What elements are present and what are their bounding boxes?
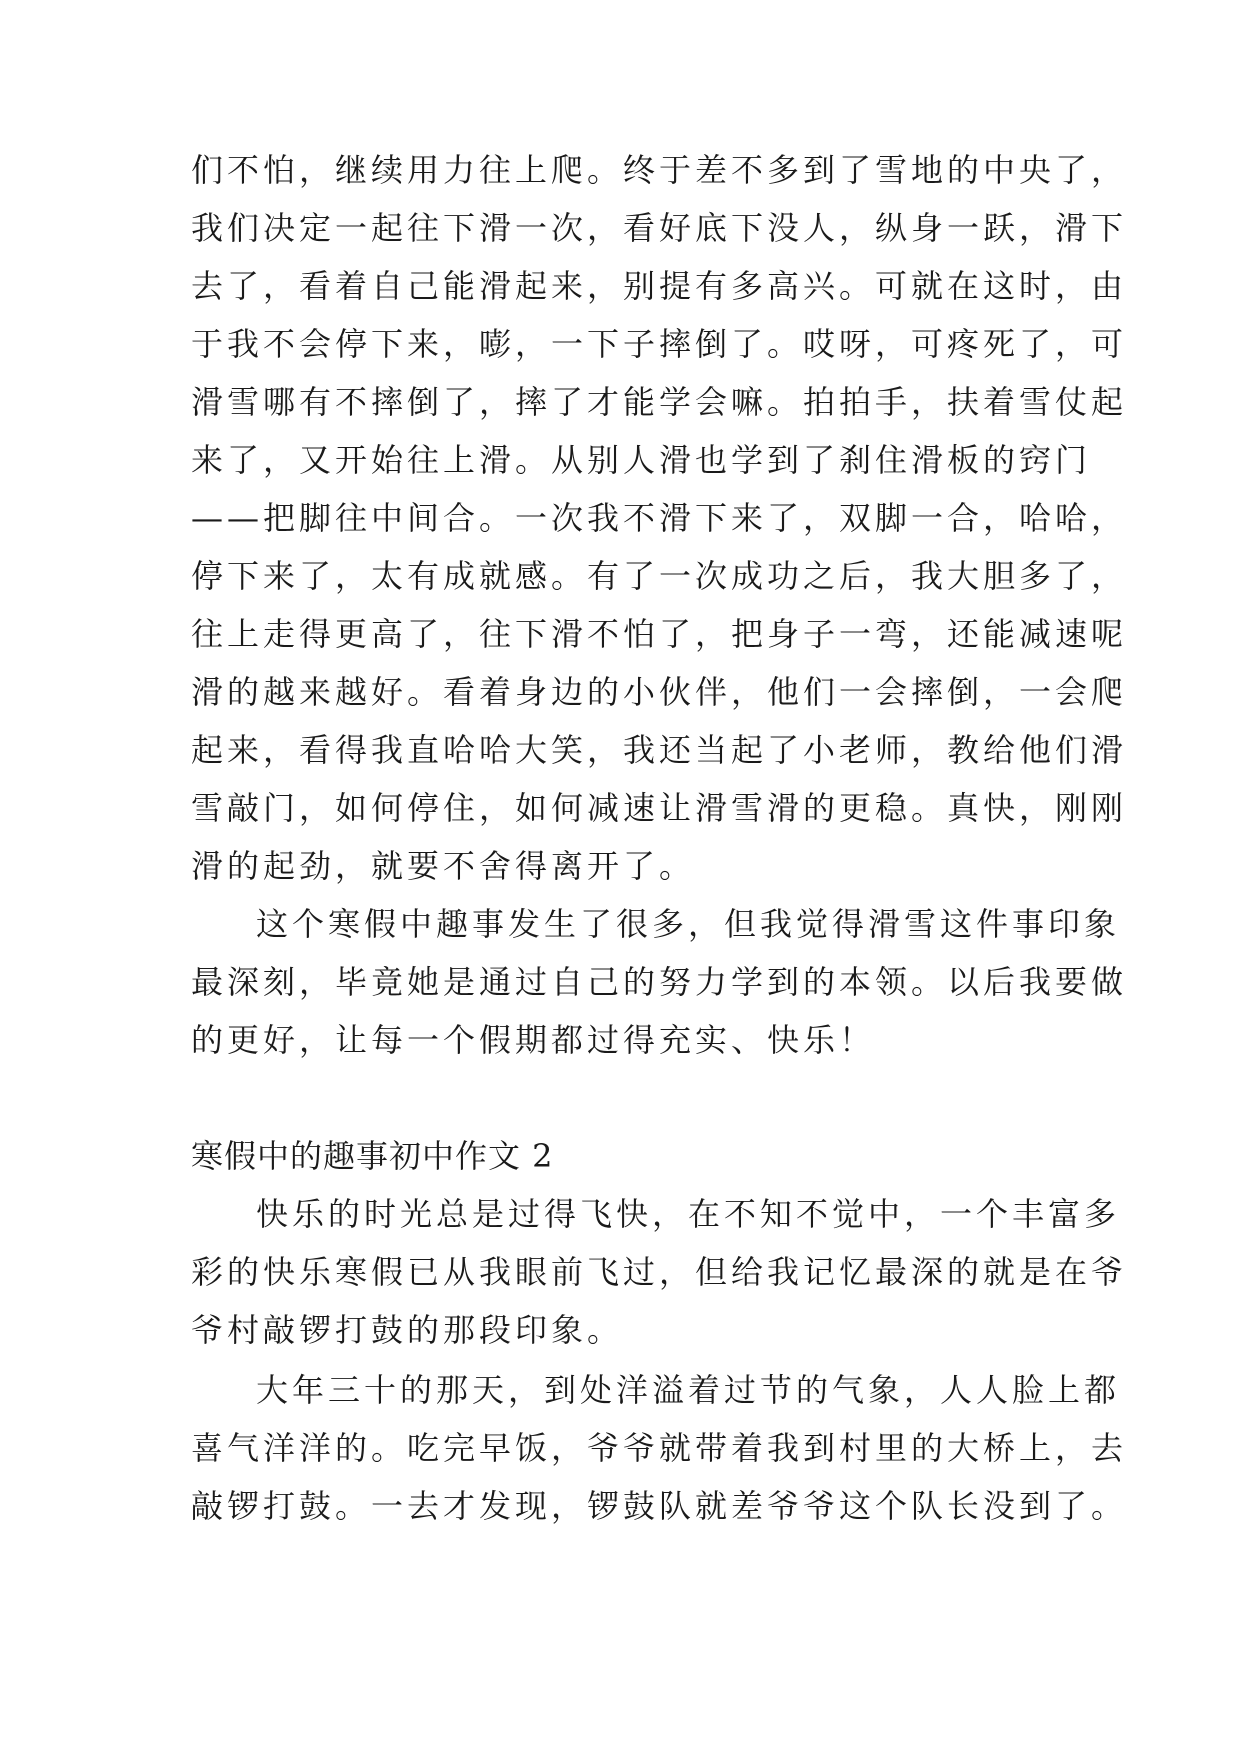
paragraph-line: 这个寒假中趣事发生了很多，但我觉得滑雪这件事印象 [256, 905, 1121, 943]
paragraph-line: ——把脚往中间合。一次我不滑下来了，双脚一合，哈哈， [191, 499, 1128, 537]
paragraph-line: 雪敲门，如何停住，如何减速让滑雪滑的更稳。真快，刚刚 [191, 789, 1128, 827]
paragraph-line: 的更好，让每一个假期都过得充实、快乐！ [191, 1021, 876, 1059]
paragraph-line: 滑的越来越好。看着身边的小伙伴，他们一会摔倒，一会爬 [191, 673, 1128, 711]
section-heading: 寒假中的趣事初中作文 2 [191, 1137, 554, 1175]
paragraph-line: 最深刻，毕竟她是通过自己的努力学到的本领。以后我要做 [191, 963, 1128, 1001]
paragraph-line: 去了，看着自己能滑起来，别提有多高兴。可就在这时，由 [191, 267, 1128, 305]
paragraph-line: 爷村敲锣打鼓的那段印象。 [191, 1311, 624, 1349]
paragraph-line: 敲锣打鼓。一去才发现，锣鼓队就差爷爷这个队长没到了。 [191, 1487, 1128, 1525]
paragraph-line: 大年三十的那天，到处洋溢着过节的气象，人人脸上都 [256, 1371, 1121, 1409]
paragraph-line: 滑的起劲，就要不舍得离开了。 [191, 847, 696, 885]
paragraph-line: 于我不会停下来，嘭，一下子摔倒了。哎呀，可疼死了，可 [191, 325, 1128, 363]
paragraph-line: 我们决定一起往下滑一次，看好底下没人，纵身一跃，滑下 [191, 209, 1128, 247]
paragraph-line: 往上走得更高了，往下滑不怕了，把身子一弯，还能减速呢 [191, 615, 1128, 653]
paragraph-line: 滑雪哪有不摔倒了，摔了才能学会嘛。拍拍手，扶着雪仗起 [191, 383, 1128, 421]
paragraph-line: 来了，又开始往上滑。从别人滑也学到了刹住滑板的窍门 [191, 441, 1092, 479]
paragraph-line: 停下来了，太有成就感。有了一次成功之后，我大胆多了， [191, 557, 1128, 595]
paragraph-line: 喜气洋洋的。吃完早饭，爷爷就带着我到村里的大桥上，去 [191, 1429, 1128, 1467]
paragraph-line: 快乐的时光总是过得飞快，在不知不觉中，一个丰富多 [256, 1195, 1121, 1233]
paragraph-line: 起来，看得我直哈哈大笑，我还当起了小老师，教给他们滑 [191, 731, 1128, 769]
paragraph-line: 彩的快乐寒假已从我眼前飞过，但给我记忆最深的就是在爷 [191, 1253, 1128, 1291]
paragraph-line: 们不怕，继续用力往上爬。终于差不多到了雪地的中央了， [191, 151, 1128, 189]
